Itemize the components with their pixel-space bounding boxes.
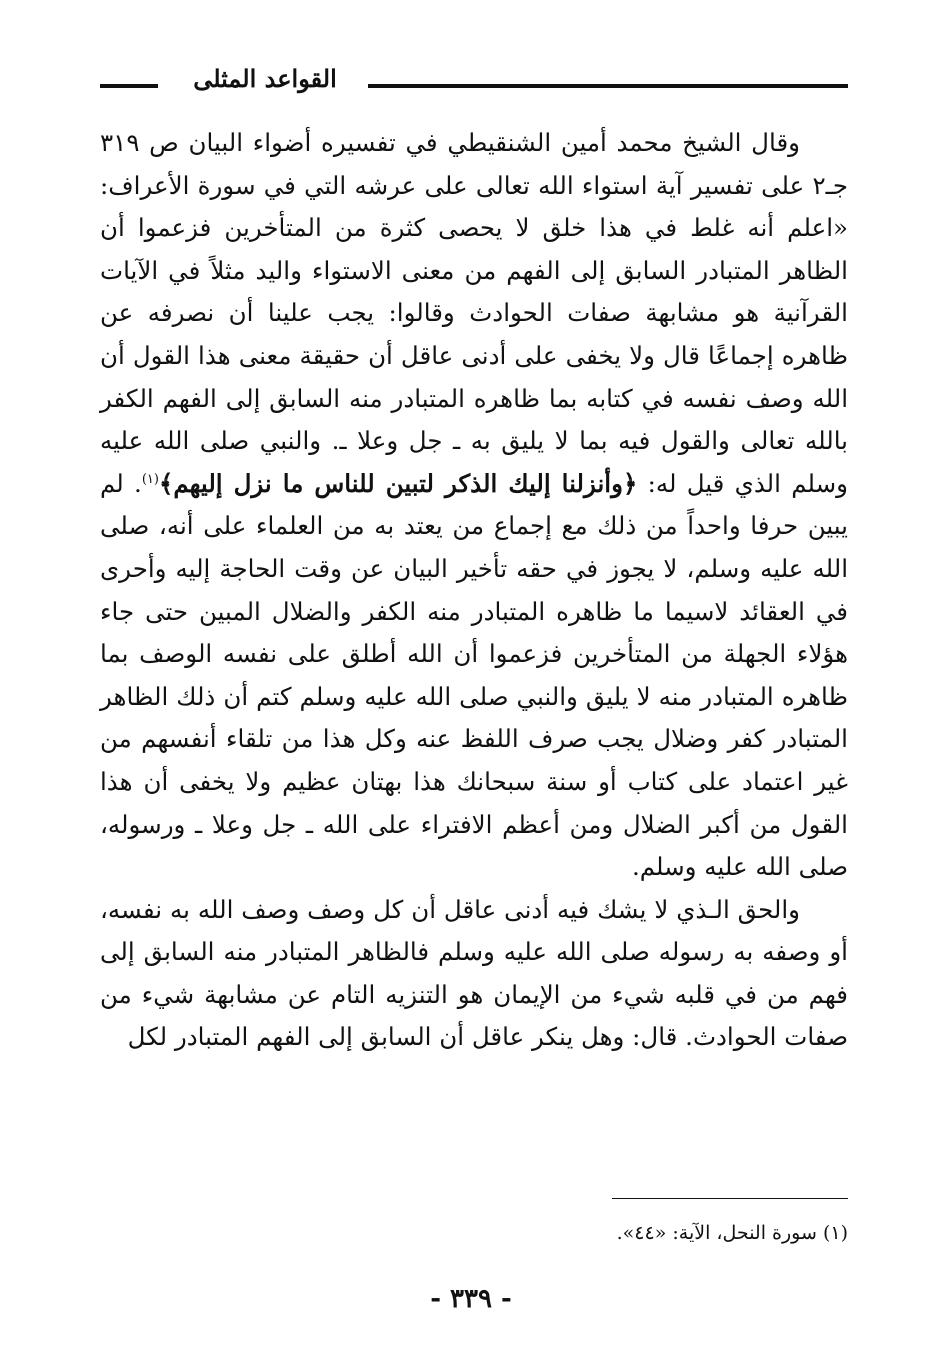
- paragraph-1-rest: . لم يبين حرفا واحداً من ذلك مع إجماع من يعتد به من العلماء على أنه، صلى الله عليه وسلم، لا يجوز في حقه تأخير البيان عن وقت الحاجة إليه وأحرى في العقائد لاسيما ما ظاهره المتبادر منه الكفر والضلال المبين حتى جاء هؤلاء الجهلة من المتأخرين فزعموا أن الله أطلق على نفسه الوصف بما ظاهره المتبادر منه لا يليق والنبي صلى الله عليه وسلم كتم أن ذلك الظاهر المتبادر كفر وضلال يجب صرف اللفظ عنه وكل هذا من تلقاء أنفسهم من غير اعتماد على كتاب أو سنة سبحانك هذا بهتان عظيم ولا يخفى أن هذا القول من أكبر الضلال ومن أعظم الافتراء على الله ـ جل وعلا ـ ورسوله، صلى الله عليه وسلم.: [100, 468, 848, 882]
- running-title: القواعد المثلى: [193, 64, 337, 93]
- page-number: - ٣٣٩ -: [430, 1284, 512, 1314]
- header-rule-left: [100, 84, 158, 88]
- footnote-reference[interactable]: (١): [141, 471, 159, 487]
- header-rule-right: [368, 84, 848, 88]
- footnote: (١) سورة النحل، الآية: «٤٤».: [616, 1222, 848, 1244]
- footnote-separator: [612, 1198, 848, 1199]
- paragraph-1-intro: وقال الشيخ محمد أمين الشنقيطي في تفسيره أضواء البيان ص ٣١٩ جـ٢ على تفسير آية استواء الله تعالى على عرشه التي في سورة الأعراف: «اعلم أنه غلط في هذا خلق لا يحصى كثرة من المتأخرين فزعموا أن الظاهر المتبادر السابق إلى الفهم من معنى الاستواء واليد مثلاً في الآيات القرآنية هو مشابهة صفات الحوادث وقالوا: يجب علينا أن نصرفه عن ظاهره إجماعًا قال ولا يخفى على أدنى عاقل أن حقيقة معنى هذا القول أن الله وصف نفسه في كتابه بما ظاهره المتبادر منه السابق إلى الفهم الكفر بالله تعالى والقول فيه بما لا يليق به ـ جل وعلا ـ. والنبي صلى الله عليه وسلم الذي قيل له:: [100, 128, 848, 498]
- paragraph-1: [100, 122, 848, 889]
- page-header: [100, 62, 848, 112]
- body-text: [100, 122, 848, 1059]
- paragraph-2: والحق الـذي لا يشك فيه أدنى عاقل أن كل وصف وصف الله به نفسه، أو وصفه به رسوله صلى الله عليه وسلم فالظاهر المتبادر منه السابق إلى فهم من في قلبه شيء من الإيمان هو التنزيه التام عن مشابهة شيء من صفات الحوادث. قال: وهل ينكر عاقل أن السابق إلى الفهم المتبادر لكل: [100, 894, 848, 1052]
- quran-quote: ﴿وأنزلنا إليك الذكر لتبين للناس ما نزل إليهم﴾: [158, 468, 638, 498]
